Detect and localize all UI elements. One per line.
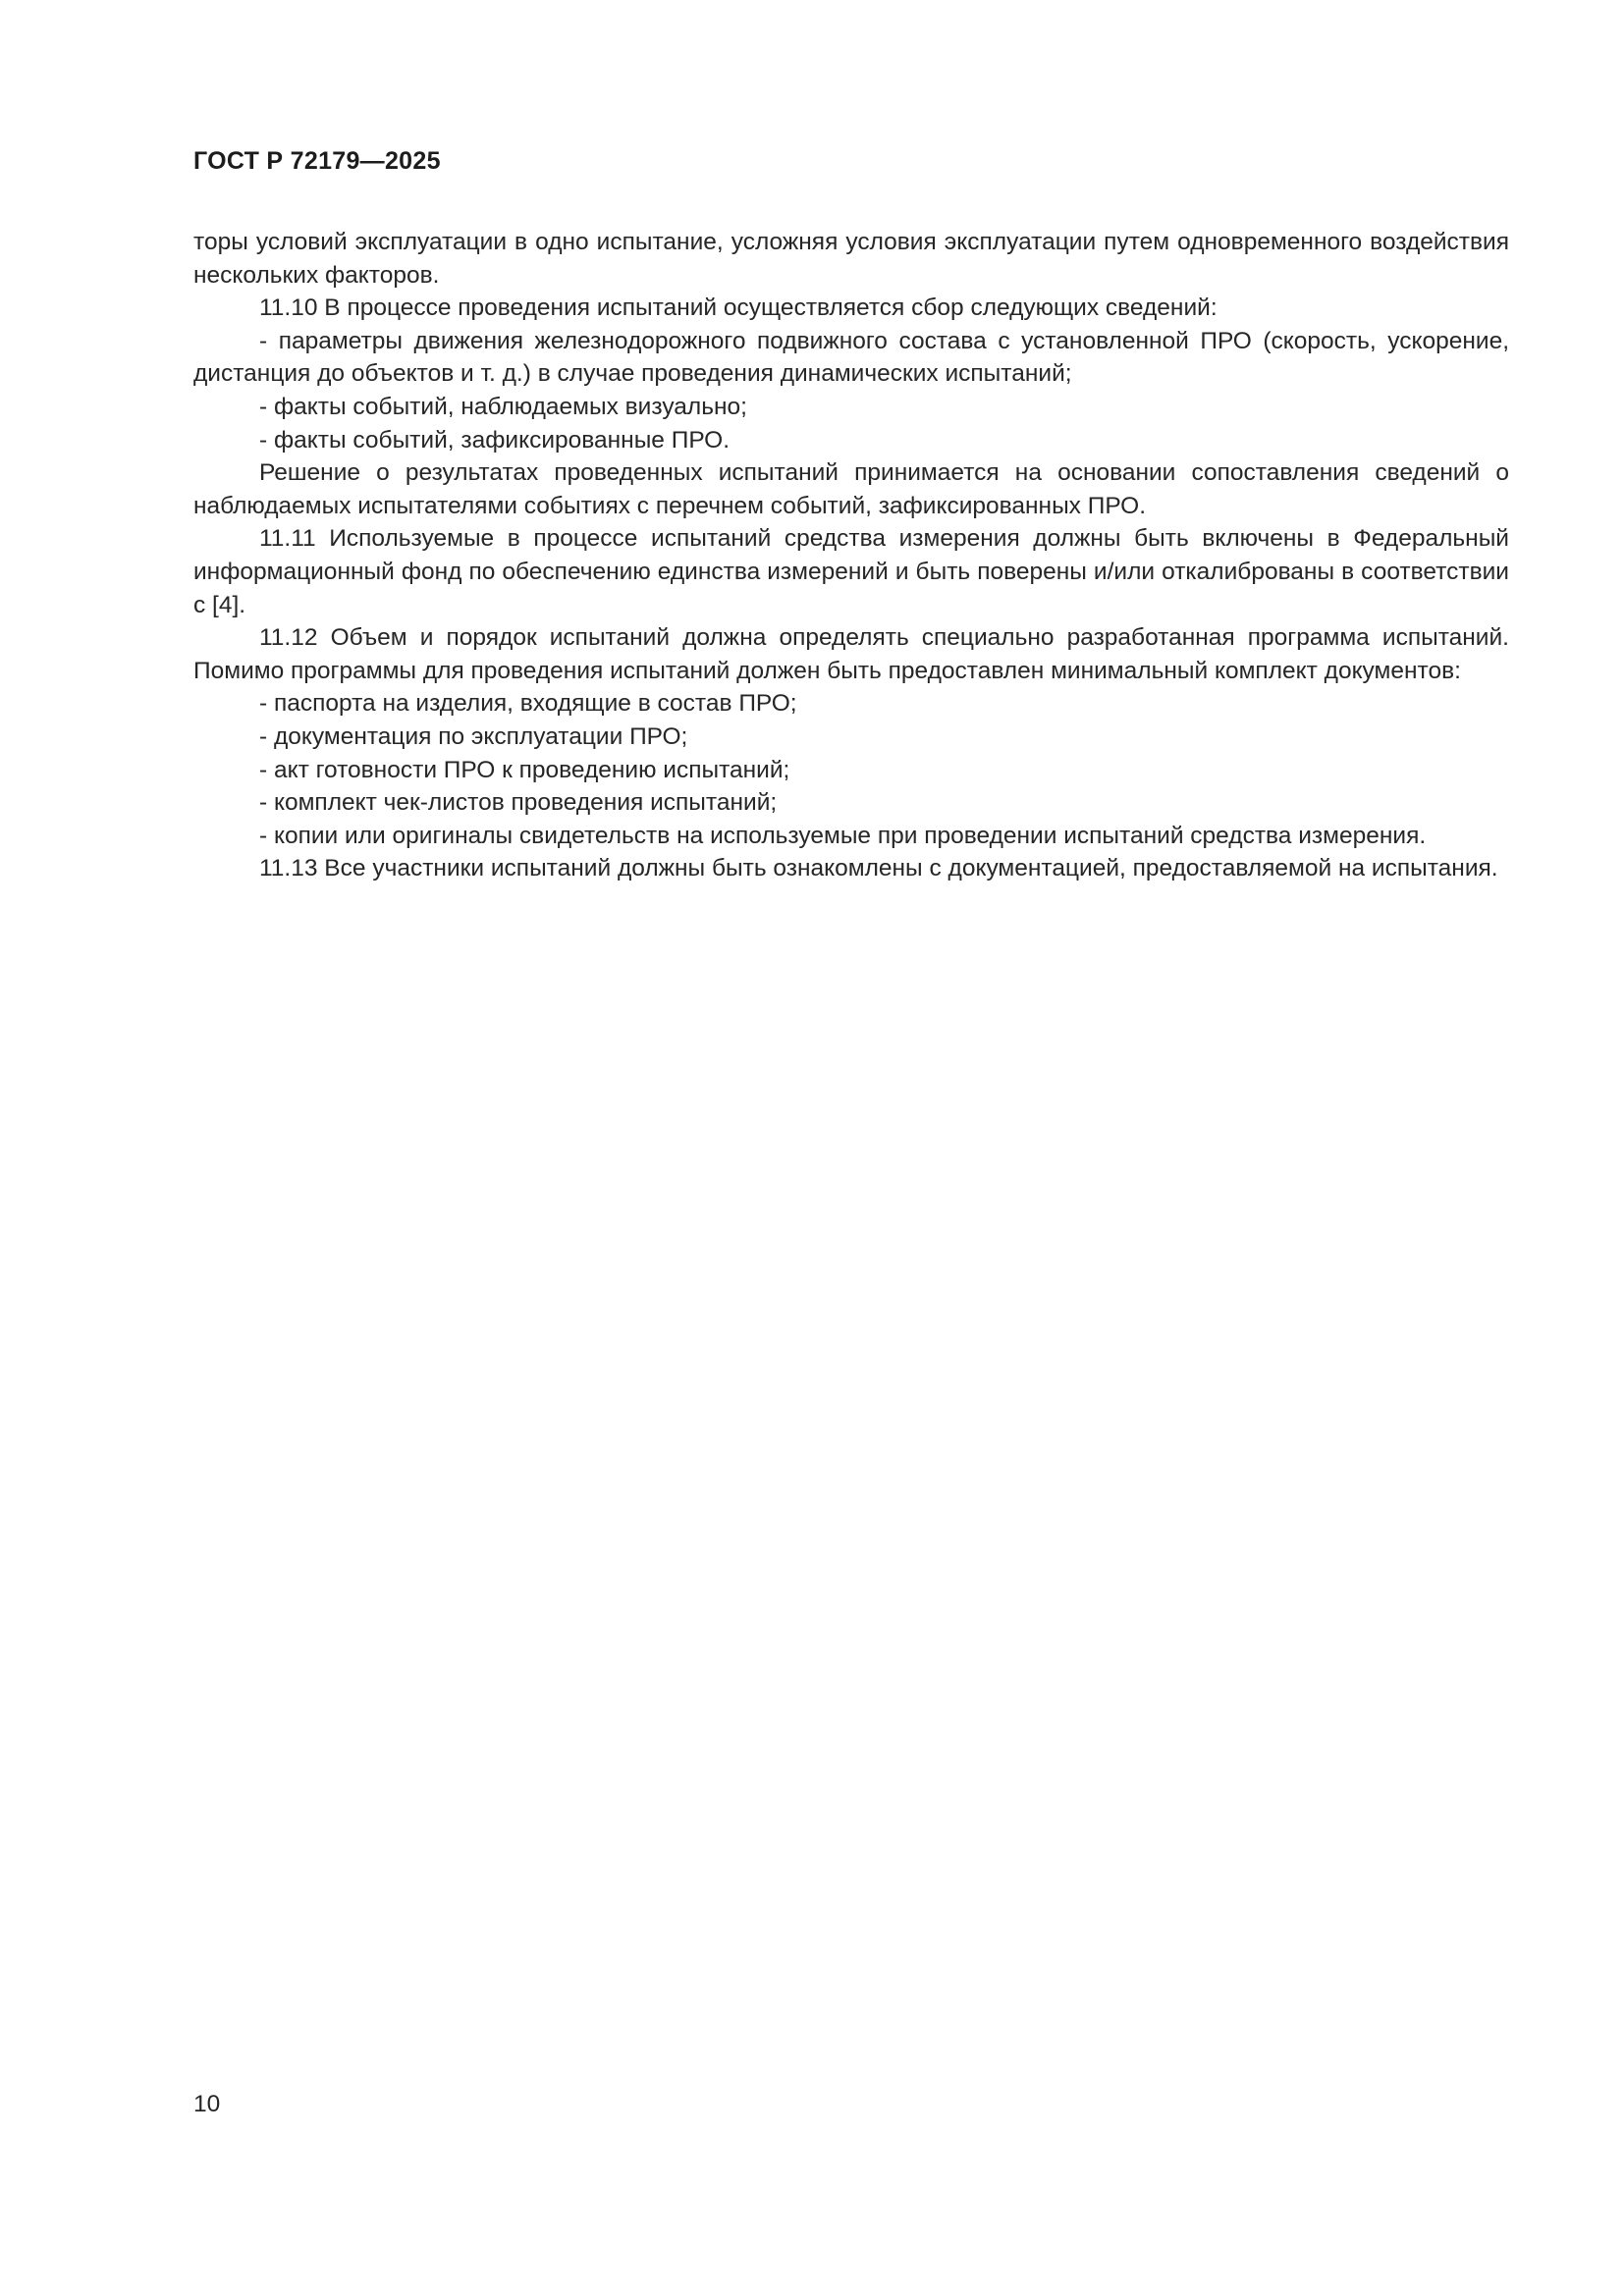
paragraph-continuation: торы условий эксплуатации в одно испытание, усложняя условия эксплуатации путем одновременного воздействия нескольких факторов. — [193, 229, 1509, 289]
paragraph-11-13: 11.13 Все участники испытаний должны быть ознакомлены с документацией, предоставляемой на испытания. — [259, 855, 1498, 882]
list-item: - параметры движения железнодорожного подвижного состава с установленной ПРО (скорость, ускорение, дистанция до объектов и т. д.) в случае проведения динамических испытаний; — [193, 327, 1509, 388]
page-number: 10 — [193, 2091, 221, 2117]
paragraph-11-11: 11.11 Используемые в процессе испытаний средства измерения должны быть включены в Федеральный информационный фонд по обеспечению единства измерений и быть поверены и/или откалиброваны в соответствии с [4]. — [193, 525, 1509, 618]
list-item: - документация по эксплуатации ПРО; — [259, 722, 688, 750]
paragraph-decision: Решение о результатах проведенных испытаний принимается на основании сопоставления сведений о наблюдаемых испытателями событиях с перечнем событий, зафиксированных ПРО. — [193, 459, 1509, 519]
list-item: - копии или оригиналы свидетельств на используемые при проведении испытаний средства измерения. — [259, 822, 1427, 849]
document-body — [193, 226, 1509, 885]
paragraph-11-12: 11.12 Объем и порядок испытаний должна определять специально разработанная программа испытаний. Помимо программы для проведения испытаний должен быть предоставлен минимальный комплект документов: — [193, 624, 1509, 684]
list-item: - факты событий, зафиксированные ПРО. — [259, 426, 731, 454]
document-header: ГОСТ Р 72179—2025 — [193, 147, 441, 175]
list-item: - комплект чек-листов проведения испытаний; — [259, 789, 778, 817]
paragraph-11-10: 11.10 В процессе проведения испытаний осуществляется сбор следующих сведений: — [259, 294, 1218, 322]
list-item: - акт готовности ПРО к проведению испытаний; — [259, 756, 790, 783]
list-item: - паспорта на изделия, входящие в состав ПРО; — [259, 690, 797, 718]
list-item: - факты событий, наблюдаемых визуально; — [259, 393, 747, 420]
